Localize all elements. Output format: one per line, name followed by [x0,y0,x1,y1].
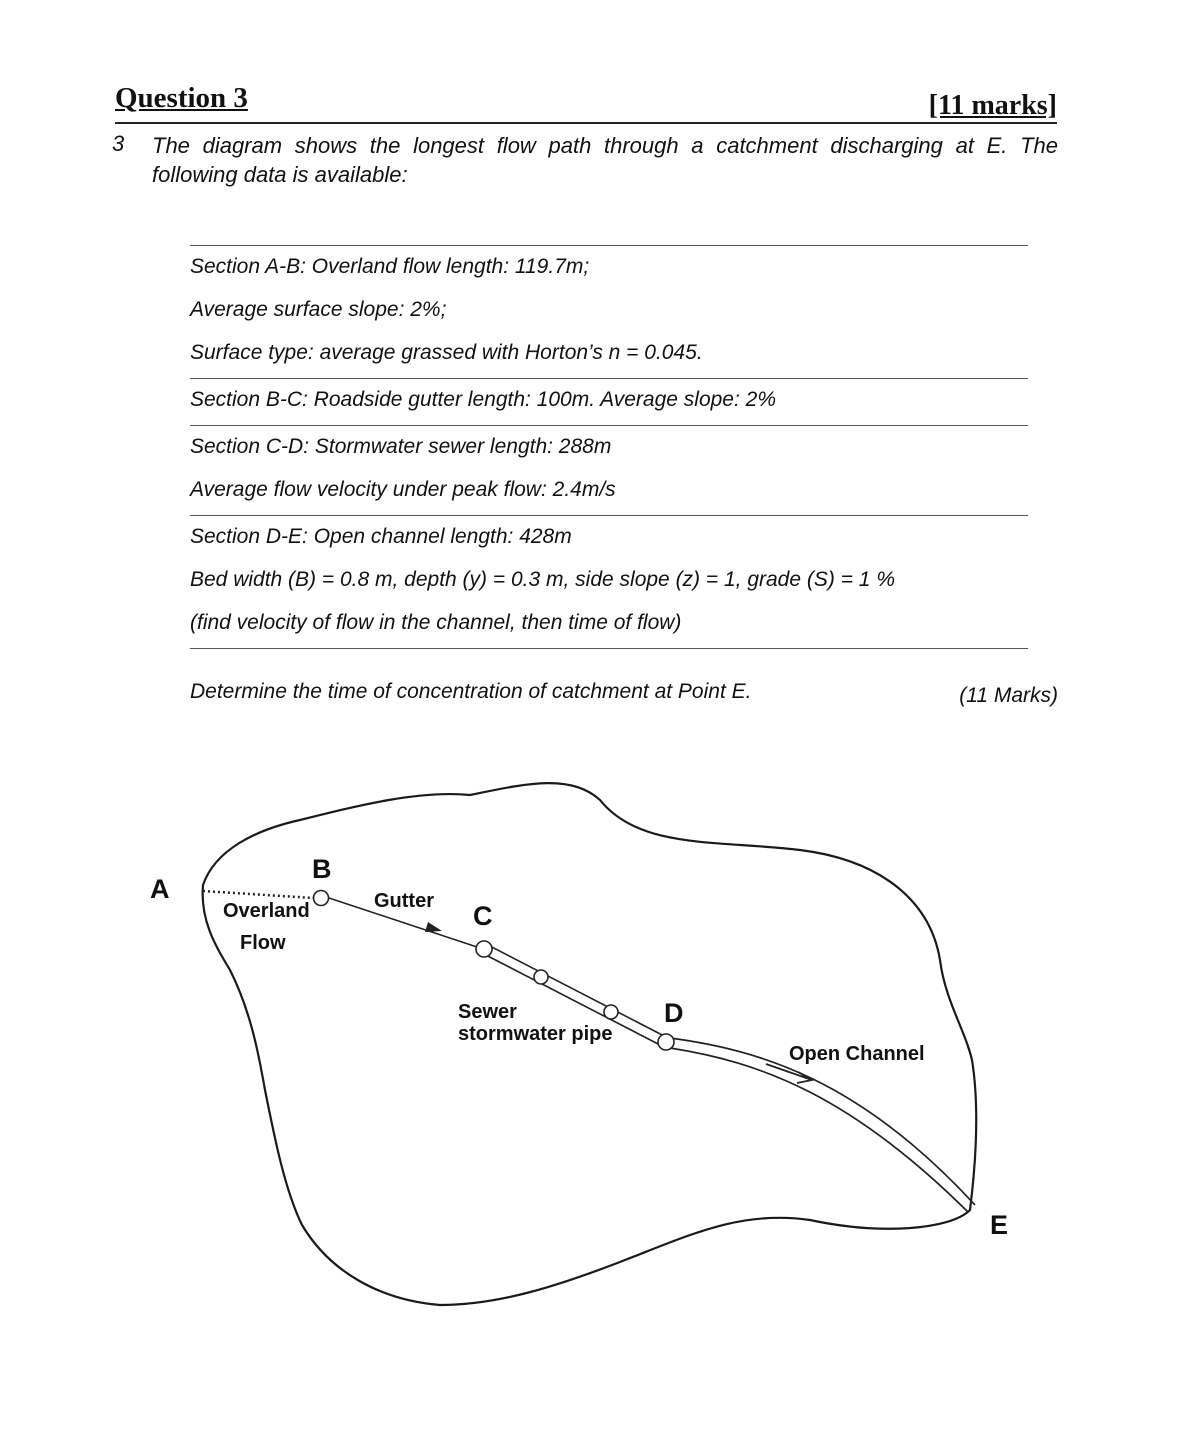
open-channel-lower [670,1048,968,1212]
label-stormwater-pipe: stormwater pipe [458,1023,613,1045]
data-line: Section B-C: Roadside gutter length: 100m. Average slope: 2% [190,388,777,411]
label-overland: Overland [223,900,310,922]
label-point-e: E [990,1210,1009,1240]
manhole-2 [604,1005,618,1019]
data-line: Surface type: average grassed with Horton’s n = 0.045. [190,341,703,364]
label-point-a: A [150,874,170,904]
data-line: Bed width (B) = 0.8 m, depth (y) = 0.3 m, side slope (z) = 1, grade (S) = 1 % [190,568,895,591]
label-flow: Flow [240,932,286,954]
open-channel-arrow [766,1064,812,1083]
data-line: (find velocity of flow in the channel, then time of flow) [190,611,682,634]
gutter-arrow [425,922,442,932]
label-open-channel: Open Channel [789,1043,925,1065]
node-d [658,1034,674,1050]
overland-flow-line [203,891,313,898]
data-line: Average flow velocity under peak flow: 2.4m/s [190,478,616,501]
task-text: Determine the time of concentration of catchment at Point E. [190,680,752,703]
question-marks: [11 marks] [928,90,1057,121]
label-point-c: C [473,901,493,931]
data-line: Section C-D: Stormwater sewer length: 288m [190,435,612,458]
question-number: 3 [112,131,125,156]
label-sewer: Sewer [458,1001,517,1023]
data-line: Average surface slope: 2%; [190,298,447,321]
question-title: Question 3 [115,82,248,114]
label-point-b: B [312,854,332,884]
node-b [314,891,329,906]
question-intro: The diagram shows the longest flow path through a catchment discharging at E. The following data is available: [152,133,1058,187]
manhole-1 [534,970,548,984]
label-gutter: Gutter [374,890,434,912]
label-point-d: D [664,998,684,1028]
task-marks: (11 Marks) [959,684,1058,707]
data-line: Section A-B: Overland flow length: 119.7m; [190,255,590,278]
node-c [476,941,492,957]
data-line: Section D-E: Open channel length: 428m [190,525,572,548]
